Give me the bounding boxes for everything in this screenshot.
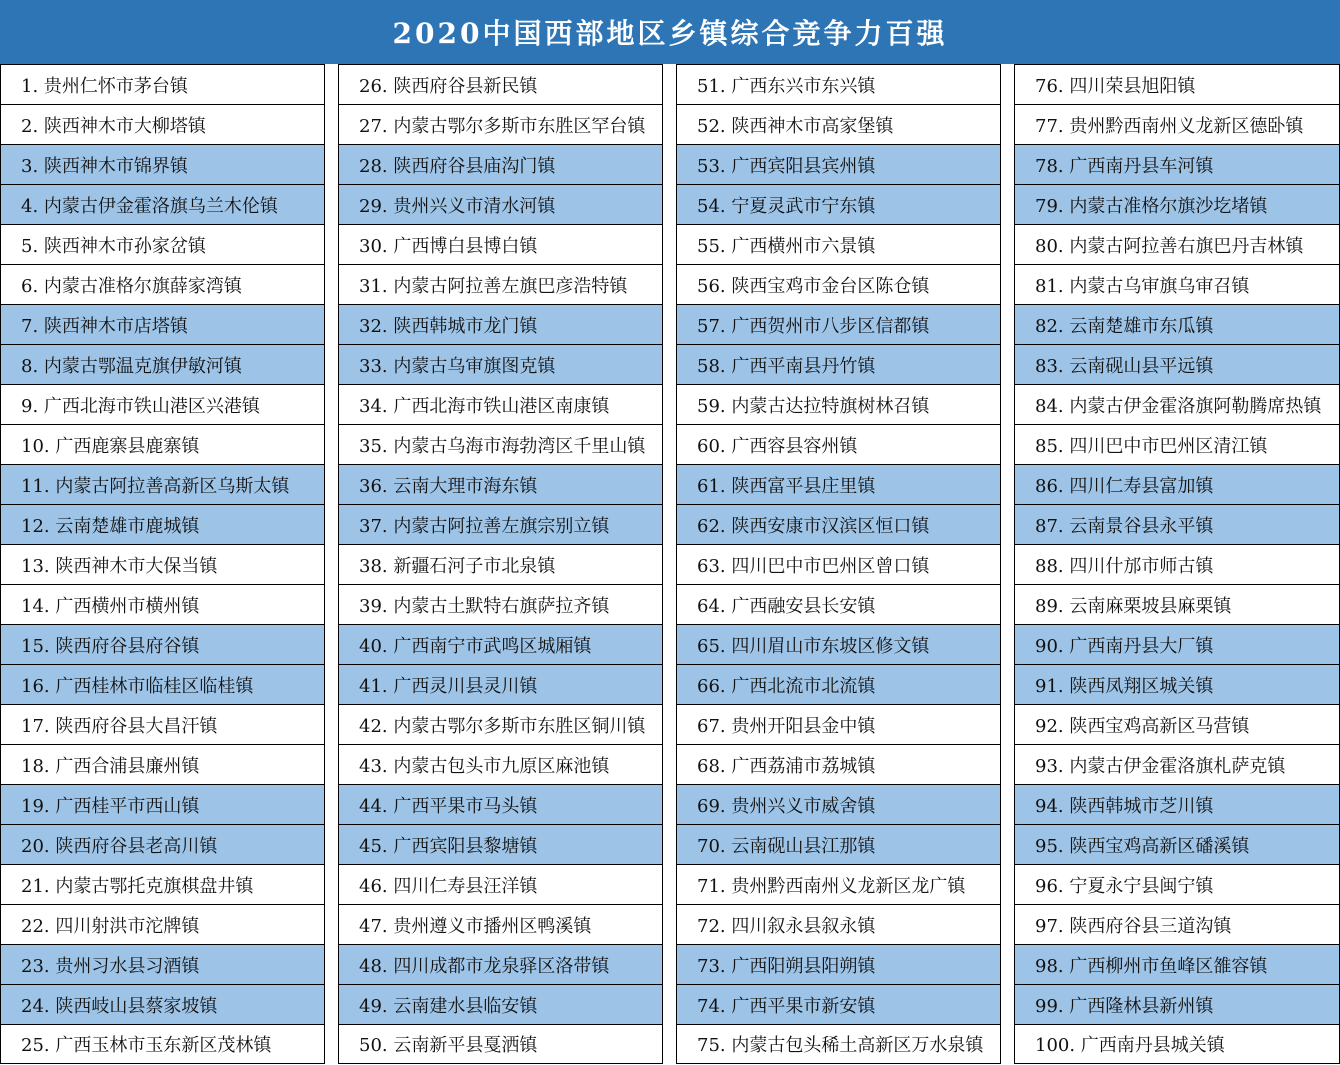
table-row: 6. 内蒙古准格尔旗薛家湾镇 — [1, 264, 324, 304]
table-row: 45. 广西宾阳县黎塘镇 — [339, 824, 662, 864]
table-row: 35. 内蒙古乌海市海勃湾区千里山镇 — [339, 424, 662, 464]
table-row: 93. 内蒙古伊金霍洛旗札萨克镇 — [1015, 744, 1339, 784]
table-row: 66. 广西北流市北流镇 — [677, 664, 1000, 704]
table-row: 21. 内蒙古鄂托克旗棋盘井镇 — [1, 864, 324, 904]
table-row: 40. 广西南宁市武鸣区城厢镇 — [339, 624, 662, 664]
table-row: 44. 广西平果市马头镇 — [339, 784, 662, 824]
column-1 — [0, 64, 325, 1064]
table-row: 73. 广西阳朔县阳朔镇 — [677, 944, 1000, 984]
table-row: 36. 云南大理市海东镇 — [339, 464, 662, 504]
table-row: 69. 贵州兴义市威舍镇 — [677, 784, 1000, 824]
column-4 — [1014, 64, 1340, 1064]
table-row: 13. 陕西神木市大保当镇 — [1, 544, 324, 584]
table-row: 1. 贵州仁怀市茅台镇 — [1, 64, 324, 104]
table-row: 100. 广西南丹县城关镇 — [1015, 1024, 1339, 1064]
ranking-table — [0, 64, 1340, 1065]
table-row: 38. 新疆石河子市北泉镇 — [339, 544, 662, 584]
table-row: 78. 广西南丹县车河镇 — [1015, 144, 1339, 184]
table-row: 77. 贵州黔西南州义龙新区德卧镇 — [1015, 104, 1339, 144]
table-row: 67. 贵州开阳县金中镇 — [677, 704, 1000, 744]
table-row: 53. 广西宾阳县宾州镇 — [677, 144, 1000, 184]
table-row: 85. 四川巴中市巴州区清江镇 — [1015, 424, 1339, 464]
table-row: 81. 内蒙古乌审旗乌审召镇 — [1015, 264, 1339, 304]
table-row: 75. 内蒙古包头稀土高新区万水泉镇 — [677, 1024, 1000, 1064]
table-row: 60. 广西容县容州镇 — [677, 424, 1000, 464]
table-row: 89. 云南麻栗坡县麻栗镇 — [1015, 584, 1339, 624]
table-row: 31. 内蒙古阿拉善左旗巴彦浩特镇 — [339, 264, 662, 304]
table-row: 79. 内蒙古准格尔旗沙圪堵镇 — [1015, 184, 1339, 224]
table-row: 90. 广西南丹县大厂镇 — [1015, 624, 1339, 664]
table-row: 9. 广西北海市铁山港区兴港镇 — [1, 384, 324, 424]
title-bar — [0, 0, 1340, 64]
table-row: 46. 四川仁寿县汪洋镇 — [339, 864, 662, 904]
table-row: 94. 陕西韩城市芝川镇 — [1015, 784, 1339, 824]
table-row: 82. 云南楚雄市东瓜镇 — [1015, 304, 1339, 344]
table-row: 49. 云南建水县临安镇 — [339, 984, 662, 1024]
table-row: 86. 四川仁寿县富加镇 — [1015, 464, 1339, 504]
table-row: 42. 内蒙古鄂尔多斯市东胜区铜川镇 — [339, 704, 662, 744]
table-row: 88. 四川什邡市师古镇 — [1015, 544, 1339, 584]
table-row: 18. 广西合浦县廉州镇 — [1, 744, 324, 784]
table-row: 4. 内蒙古伊金霍洛旗乌兰木伦镇 — [1, 184, 324, 224]
table-row: 11. 内蒙古阿拉善高新区乌斯太镇 — [1, 464, 324, 504]
table-row: 47. 贵州遵义市播州区鸭溪镇 — [339, 904, 662, 944]
table-row: 80. 内蒙古阿拉善右旗巴丹吉林镇 — [1015, 224, 1339, 264]
table-row: 98. 广西柳州市鱼峰区雒容镇 — [1015, 944, 1339, 984]
table-row: 84. 内蒙古伊金霍洛旗阿勒腾席热镇 — [1015, 384, 1339, 424]
table-row: 27. 内蒙古鄂尔多斯市东胜区罕台镇 — [339, 104, 662, 144]
table-row: 39. 内蒙古土默特右旗萨拉齐镇 — [339, 584, 662, 624]
table-row: 10. 广西鹿寨县鹿寨镇 — [1, 424, 324, 464]
table-row: 22. 四川射洪市沱牌镇 — [1, 904, 324, 944]
table-row: 33. 内蒙古乌审旗图克镇 — [339, 344, 662, 384]
table-row: 15. 陕西府谷县府谷镇 — [1, 624, 324, 664]
table-row: 54. 宁夏灵武市宁东镇 — [677, 184, 1000, 224]
table-row: 56. 陕西宝鸡市金台区陈仓镇 — [677, 264, 1000, 304]
table-row: 50. 云南新平县戛洒镇 — [339, 1024, 662, 1064]
table-row: 17. 陕西府谷县大昌汗镇 — [1, 704, 324, 744]
table-row: 25. 广西玉林市玉东新区茂林镇 — [1, 1024, 324, 1064]
table-row: 59. 内蒙古达拉特旗树林召镇 — [677, 384, 1000, 424]
table-row: 48. 四川成都市龙泉驿区洛带镇 — [339, 944, 662, 984]
table-row: 95. 陕西宝鸡高新区磻溪镇 — [1015, 824, 1339, 864]
table-row: 5. 陕西神木市孙家岔镇 — [1, 224, 324, 264]
table-row: 74. 广西平果市新安镇 — [677, 984, 1000, 1024]
table-row: 32. 陕西韩城市龙门镇 — [339, 304, 662, 344]
table-row: 43. 内蒙古包头市九原区麻池镇 — [339, 744, 662, 784]
column-3 — [676, 64, 1001, 1064]
table-row: 7. 陕西神木市店塔镇 — [1, 304, 324, 344]
table-row: 68. 广西荔浦市荔城镇 — [677, 744, 1000, 784]
table-row: 16. 广西桂林市临桂区临桂镇 — [1, 664, 324, 704]
table-row: 57. 广西贺州市八步区信都镇 — [677, 304, 1000, 344]
table-row: 19. 广西桂平市西山镇 — [1, 784, 324, 824]
table-row: 24. 陕西岐山县蔡家坡镇 — [1, 984, 324, 1024]
table-row: 20. 陕西府谷县老高川镇 — [1, 824, 324, 864]
table-row: 91. 陕西凤翔区城关镇 — [1015, 664, 1339, 704]
table-row: 8. 内蒙古鄂温克旗伊敏河镇 — [1, 344, 324, 384]
table-row: 97. 陕西府谷县三道沟镇 — [1015, 904, 1339, 944]
table-row: 55. 广西横州市六景镇 — [677, 224, 1000, 264]
table-row: 29. 贵州兴义市清水河镇 — [339, 184, 662, 224]
table-row: 30. 广西博白县博白镇 — [339, 224, 662, 264]
table-row: 52. 陕西神木市高家堡镇 — [677, 104, 1000, 144]
table-row: 87. 云南景谷县永平镇 — [1015, 504, 1339, 544]
table-row: 71. 贵州黔西南州义龙新区龙广镇 — [677, 864, 1000, 904]
table-row: 63. 四川巴中市巴州区曾口镇 — [677, 544, 1000, 584]
table-row: 23. 贵州习水县习酒镇 — [1, 944, 324, 984]
column-2 — [338, 64, 663, 1064]
table-row: 83. 云南砚山县平远镇 — [1015, 344, 1339, 384]
table-row: 62. 陕西安康市汉滨区恒口镇 — [677, 504, 1000, 544]
table-row: 64. 广西融安县长安镇 — [677, 584, 1000, 624]
table-row: 76. 四川荣县旭阳镇 — [1015, 64, 1339, 104]
page-title: 2020中国西部地区乡镇综合竞争力百强 — [392, 17, 948, 50]
table-row: 65. 四川眉山市东坡区修文镇 — [677, 624, 1000, 664]
table-row: 28. 陕西府谷县庙沟门镇 — [339, 144, 662, 184]
table-row: 92. 陕西宝鸡高新区马营镇 — [1015, 704, 1339, 744]
table-row: 51. 广西东兴市东兴镇 — [677, 64, 1000, 104]
table-row: 72. 四川叙永县叙永镇 — [677, 904, 1000, 944]
table-row: 14. 广西横州市横州镇 — [1, 584, 324, 624]
table-row: 37. 内蒙古阿拉善左旗宗别立镇 — [339, 504, 662, 544]
table-row: 12. 云南楚雄市鹿城镇 — [1, 504, 324, 544]
table-row: 99. 广西隆林县新州镇 — [1015, 984, 1339, 1024]
table-row: 96. 宁夏永宁县闽宁镇 — [1015, 864, 1339, 904]
table-row: 58. 广西平南县丹竹镇 — [677, 344, 1000, 384]
table-row: 2. 陕西神木市大柳塔镇 — [1, 104, 324, 144]
table-row: 61. 陕西富平县庄里镇 — [677, 464, 1000, 504]
table-row: 34. 广西北海市铁山港区南康镇 — [339, 384, 662, 424]
table-row: 26. 陕西府谷县新民镇 — [339, 64, 662, 104]
table-row: 70. 云南砚山县江那镇 — [677, 824, 1000, 864]
table-row: 3. 陕西神木市锦界镇 — [1, 144, 324, 184]
table-row: 41. 广西灵川县灵川镇 — [339, 664, 662, 704]
